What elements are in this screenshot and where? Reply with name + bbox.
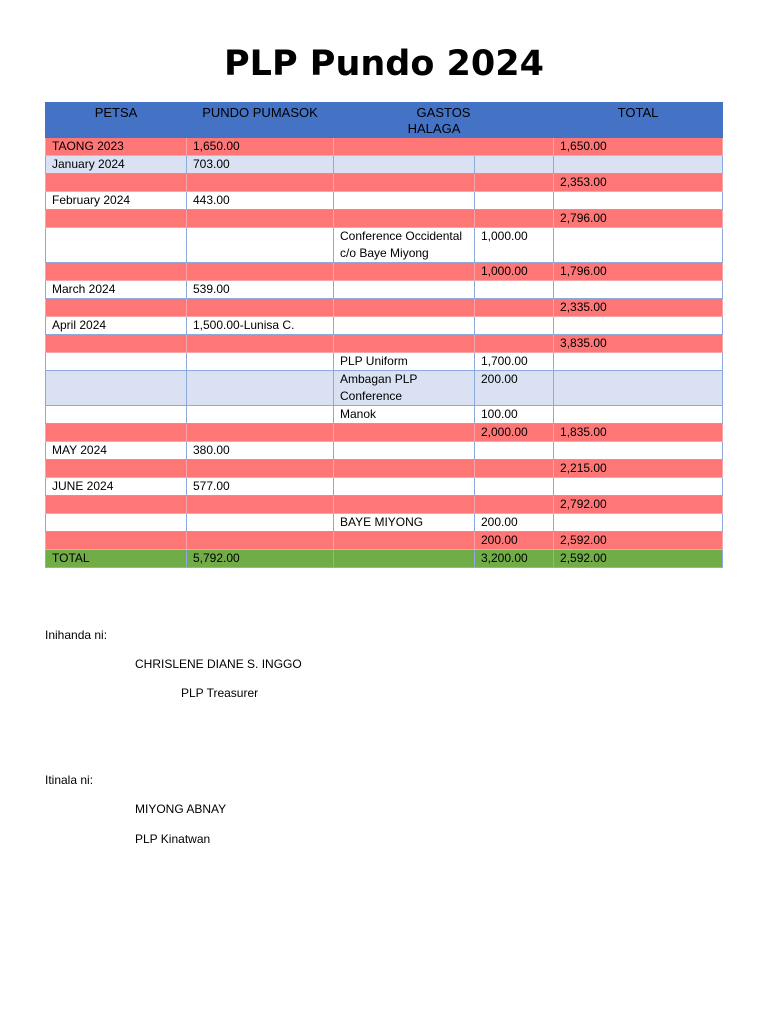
- cell-gastos: [334, 478, 475, 496]
- cell-petsa: [46, 299, 187, 317]
- cell-total: 2,796.00: [554, 210, 723, 228]
- cell-halaga: [475, 335, 554, 353]
- noted-by-role: PLP Kinatwan: [135, 832, 211, 846]
- cell-total: 1,796.00: [554, 263, 723, 281]
- cell-total: [554, 353, 723, 371]
- cell-gastos: [334, 424, 475, 442]
- table-row: [46, 192, 723, 210]
- cell-halaga: 3,200.00: [475, 550, 554, 568]
- table-row: [46, 514, 723, 532]
- table-row: [46, 442, 723, 460]
- cell-petsa: February 2024: [46, 192, 187, 210]
- cell-halaga: 1,700.00: [475, 353, 554, 371]
- cell-halaga: [475, 281, 554, 299]
- cell-halaga: [475, 442, 554, 460]
- cell-petsa: [46, 532, 187, 550]
- cell-pundo-pumasok: 539.00: [187, 281, 334, 299]
- cell-petsa: [46, 263, 187, 281]
- cell-gastos: BAYE MIYONG: [334, 514, 475, 532]
- table-row: [46, 478, 723, 496]
- cell-petsa: [46, 335, 187, 353]
- prepared-by-label: Inihanda ni:: [45, 628, 108, 642]
- cell-petsa: [46, 353, 187, 371]
- header-halaga-label: HALAGA: [407, 121, 461, 136]
- cell-petsa: January 2024: [46, 156, 187, 174]
- table-row: [46, 317, 723, 335]
- cell-pundo-pumasok: 443.00: [187, 192, 334, 210]
- cell-pundo-pumasok: 1,650.00: [187, 138, 334, 156]
- cell-total: 1,650.00: [554, 138, 723, 156]
- table-header-row: [46, 103, 723, 138]
- cell-total: 2,335.00: [554, 299, 723, 317]
- cell-pundo-pumasok: 1,500.00-Lunisa C.: [187, 317, 334, 335]
- noted-by-label: Itinala ni:: [45, 773, 94, 787]
- cell-petsa: TAONG 2023: [46, 138, 187, 156]
- cell-total: [554, 406, 723, 424]
- cell-total: [554, 317, 723, 335]
- cell-total: 2,592.00: [554, 532, 723, 550]
- table-row: [46, 174, 723, 192]
- table-row: [46, 263, 723, 281]
- cell-petsa: JUNE 2024: [46, 478, 187, 496]
- cell-petsa: [46, 228, 187, 263]
- table-row: [46, 156, 723, 174]
- cell-gastos: [334, 317, 475, 335]
- cell-gastos: [334, 210, 475, 228]
- cell-petsa: MAY 2024: [46, 442, 187, 460]
- table-row: [46, 406, 723, 424]
- table-row: [46, 138, 723, 156]
- cell-halaga: 200.00: [475, 371, 554, 406]
- cell-gastos: PLP Uniform: [334, 353, 475, 371]
- cell-total: [554, 514, 723, 532]
- header-pundo-pumasok: PUNDO PUMASOK: [187, 103, 334, 138]
- fund-ledger-table: [45, 102, 723, 568]
- cell-pundo-pumasok: [187, 210, 334, 228]
- cell-total: [554, 371, 723, 406]
- cell-pundo-pumasok: [187, 514, 334, 532]
- cell-halaga: [475, 317, 554, 335]
- cell-petsa: [46, 424, 187, 442]
- cell-petsa: [46, 174, 187, 192]
- cell-petsa: [46, 496, 187, 514]
- cell-total: 2,592.00: [554, 550, 723, 568]
- noted-by-name: MIYONG ABNAY: [135, 802, 227, 816]
- cell-pundo-pumasok: 703.00: [187, 156, 334, 174]
- cell-total: [554, 192, 723, 210]
- cell-total: [554, 156, 723, 174]
- table-row: [46, 424, 723, 442]
- cell-halaga: [475, 192, 554, 210]
- cell-pundo-pumasok: [187, 371, 334, 406]
- table-row: [46, 281, 723, 299]
- cell-gastos: [334, 496, 475, 514]
- cell-pundo-pumasok: [187, 353, 334, 371]
- cell-gastos: [334, 299, 475, 317]
- cell-total: [554, 281, 723, 299]
- header-gastos-label: GASTOS: [416, 105, 471, 120]
- cell-halaga: 100.00: [475, 406, 554, 424]
- cell-pundo-pumasok: [187, 228, 334, 263]
- table-body: [46, 138, 723, 568]
- cell-pundo-pumasok: [187, 406, 334, 424]
- table-row: [46, 353, 723, 371]
- cell-pundo-pumasok: [187, 532, 334, 550]
- cell-halaga: 1,000.00: [475, 263, 554, 281]
- table-row: [46, 496, 723, 514]
- cell-petsa: [46, 406, 187, 424]
- cell-pundo-pumasok: 5,792.00: [187, 550, 334, 568]
- table-row: [46, 371, 723, 406]
- cell-halaga: [475, 478, 554, 496]
- cell-pundo-pumasok: [187, 174, 334, 192]
- cell-pundo-pumasok: 380.00: [187, 442, 334, 460]
- cell-halaga: [475, 496, 554, 514]
- header-gastos: [334, 103, 554, 138]
- cell-halaga: 1,000.00: [475, 228, 554, 263]
- cell-pundo-pumasok: [187, 299, 334, 317]
- cell-halaga: [475, 174, 554, 192]
- header-petsa: PETSA: [46, 103, 187, 138]
- table-row: [46, 460, 723, 478]
- cell-halaga: 2,000.00: [475, 424, 554, 442]
- cell-petsa: April 2024: [46, 317, 187, 335]
- cell-petsa: [46, 371, 187, 406]
- cell-gastos: [334, 460, 475, 478]
- cell-halaga: 200.00: [475, 532, 554, 550]
- cell-pundo-pumasok: [187, 460, 334, 478]
- cell-halaga: [475, 460, 554, 478]
- prepared-by-name: CHRISLENE DIANE S. INGGO: [135, 657, 302, 671]
- table-row: [46, 532, 723, 550]
- table-row: [46, 335, 723, 353]
- total-row: [46, 550, 723, 568]
- cell-pundo-pumasok: [187, 335, 334, 353]
- header-total: TOTAL: [554, 103, 723, 138]
- cell-petsa: March 2024: [46, 281, 187, 299]
- page-title: PLP Pundo 2024: [224, 44, 544, 84]
- cell-gastos: [334, 174, 475, 192]
- cell-petsa: [46, 514, 187, 532]
- cell-halaga: [475, 156, 554, 174]
- table-row: [46, 228, 723, 263]
- cell-total: 3,835.00: [554, 335, 723, 353]
- cell-pundo-pumasok: [187, 263, 334, 281]
- cell-gastos: [334, 156, 475, 174]
- cell-halaga: [475, 299, 554, 317]
- cell-total: 2,353.00: [554, 174, 723, 192]
- cell-petsa: [46, 210, 187, 228]
- cell-gastos: [334, 263, 475, 281]
- cell-petsa: TOTAL: [46, 550, 187, 568]
- cell-total: 2,792.00: [554, 496, 723, 514]
- cell-total: [554, 478, 723, 496]
- cell-total: 2,215.00: [554, 460, 723, 478]
- cell-total: [554, 442, 723, 460]
- table-row: [46, 210, 723, 228]
- cell-gastos: Conference Occidental c/o Baye Miyong: [334, 228, 475, 263]
- cell-gastos: Manok: [334, 406, 475, 424]
- prepared-by-role: PLP Treasurer: [181, 686, 259, 700]
- cell-pundo-pumasok: [187, 424, 334, 442]
- cell-pundo-pumasok: 577.00: [187, 478, 334, 496]
- cell-total: 1,835.00: [554, 424, 723, 442]
- cell-gastos: [334, 442, 475, 460]
- cell-petsa: [46, 460, 187, 478]
- cell-gastos: [334, 138, 554, 156]
- cell-gastos: [334, 532, 475, 550]
- cell-gastos: [334, 550, 475, 568]
- cell-total: [554, 228, 723, 263]
- cell-halaga: 200.00: [475, 514, 554, 532]
- cell-gastos: [334, 335, 475, 353]
- cell-halaga: [475, 210, 554, 228]
- cell-gastos: [334, 192, 475, 210]
- table-row: [46, 299, 723, 317]
- cell-gastos: Ambagan PLP Conference: [334, 371, 475, 406]
- cell-gastos: [334, 281, 475, 299]
- cell-pundo-pumasok: [187, 496, 334, 514]
